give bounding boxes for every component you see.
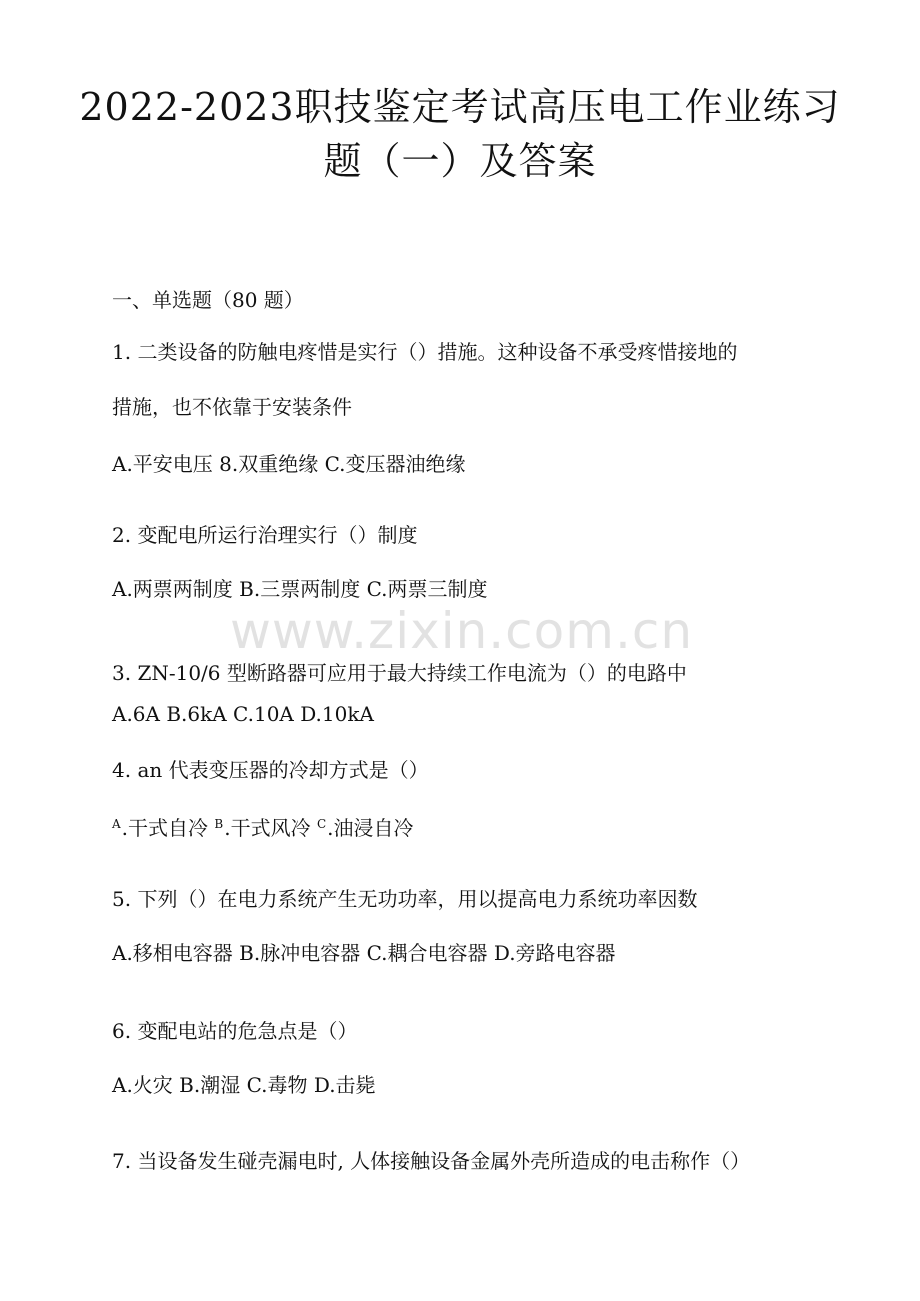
question-6-stem: 6. 变配电站的危急点是（）	[112, 1019, 358, 1043]
option-c-letter: C	[316, 817, 327, 831]
option-b-letter: B	[214, 817, 224, 831]
question-2-stem: 2. 变配电所运行治理实行（）制度	[112, 523, 418, 547]
question-3-options: A.6A B.6kA C.10A D.10kA	[112, 702, 374, 726]
document-title-line2: 题（一）及答案	[323, 139, 597, 183]
option-a-text: .干式自冷	[121, 816, 215, 840]
question-2-options: A.两票两制度 B.三票两制度 C.两票三制度	[112, 577, 488, 601]
option-c-text: .油浸自冷	[327, 816, 414, 840]
question-4-options	[112, 810, 413, 842]
watermark: www.zixin.com.cn	[230, 602, 694, 660]
option-b-text: .干式风冷	[224, 816, 317, 840]
question-4-stem: 4. an 代表变压器的冷却方式是（）	[112, 758, 429, 782]
question-6-options: A.火灾 B.潮湿 C.毒物 D.击毙	[112, 1073, 376, 1097]
question-7-stem: 7. 当设备发生碰壳漏电时, 人体接触设备金属外壳所造成的电击称作（）	[112, 1149, 751, 1173]
question-1-stem-line2: 措施，也不依靠于安装条件	[112, 395, 352, 419]
option-a-letter: A	[112, 817, 121, 831]
document-title-line1: 2022-2023职技鉴定考试高压电工作业练习	[79, 85, 841, 129]
question-1-options: A.平安电压 8.双重绝缘 C.变压器油绝缘	[112, 452, 466, 476]
section-heading: 一、单选题（80 题）	[112, 288, 304, 312]
question-5-options: A.移相电容器 B.脉冲电容器 C.耦合电容器 D.旁路电容器	[112, 941, 616, 965]
question-1-stem-line1: 1. 二类设备的防触电疼惜是实行（）措施。这种设备不承受疼惜接地的	[112, 340, 738, 364]
question-5-stem: 5. 下列（）在电力系统产生无功功率，用以提高电力系统功率因数	[112, 887, 698, 911]
question-3-stem: 3. ZN-10/6 型断路器可应用于最大持续工作电流为（）的电路中	[112, 661, 687, 685]
